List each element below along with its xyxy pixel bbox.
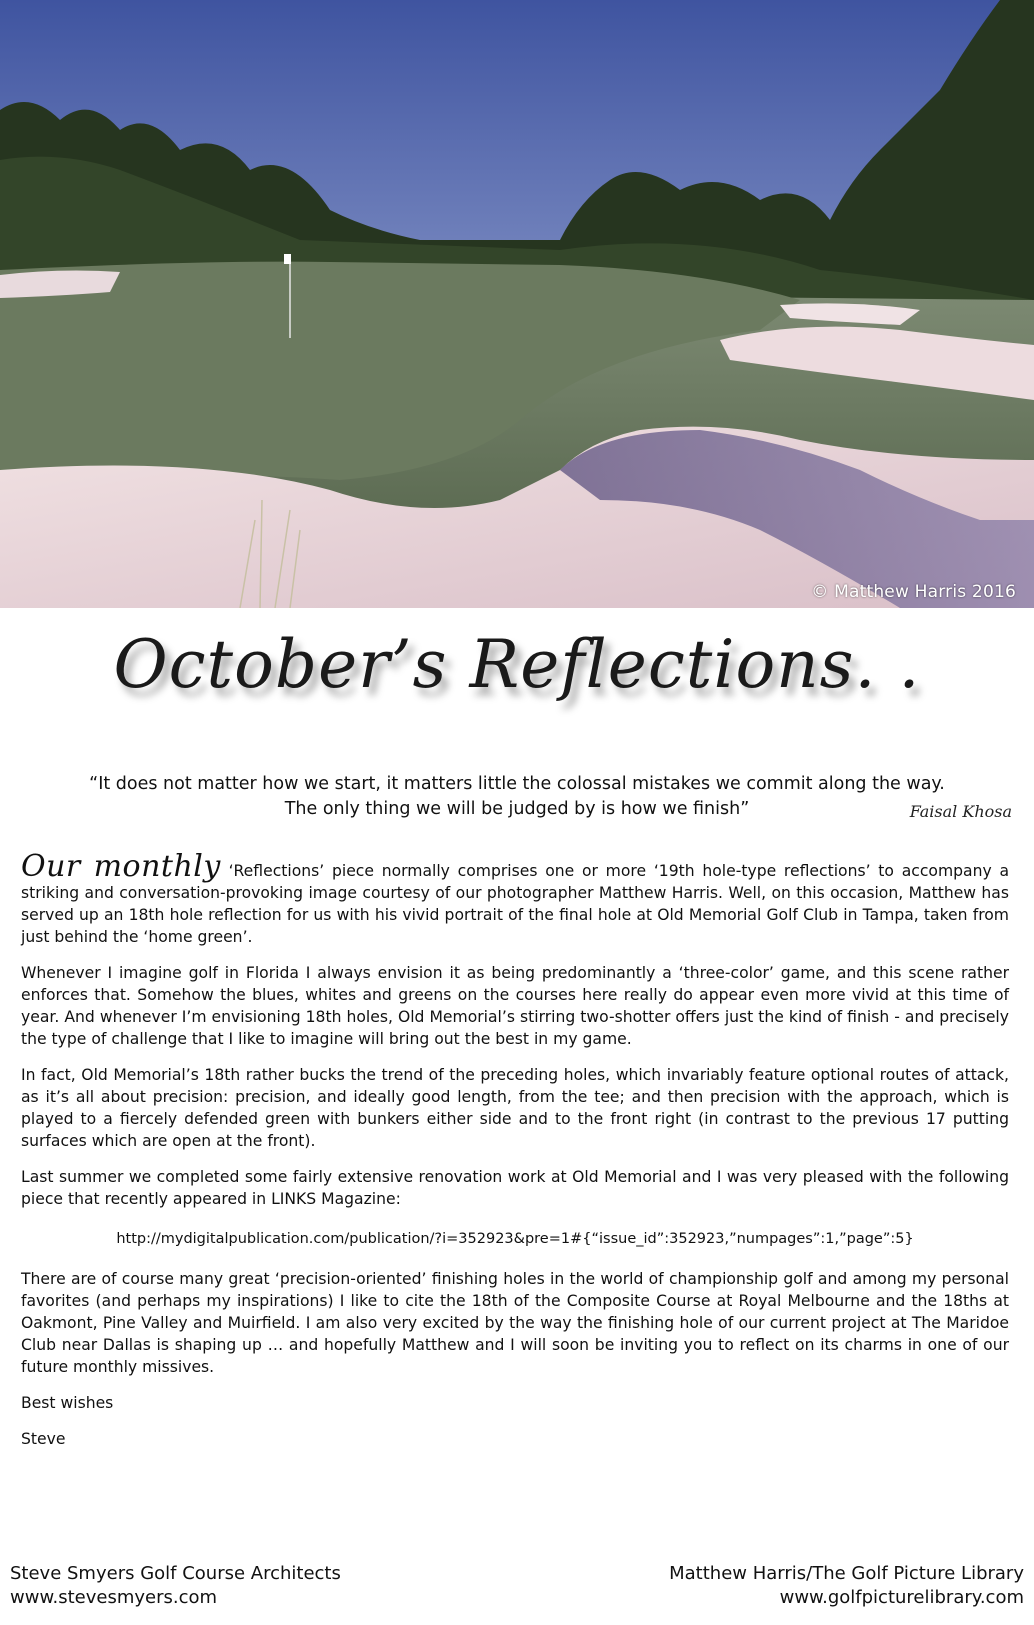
article-link[interactable]: http://mydigitalpublication.com/publication/?i=352923&pre=1#{“issue_id”:352923,”numpages”:1,”page”:5} [116, 1231, 914, 1247]
footer-left [10, 1562, 341, 1610]
epigraph-quote [20, 772, 1014, 822]
paragraph-4: Last summer we completed some fairly extensive renovation work at Old Memorial and I was very pleased with the following piece that recently appeared in LINKS Magazine: [21, 1168, 1009, 1208]
quote-author: Faisal Khosa [909, 802, 1012, 821]
paragraph-3: In fact, Old Memorial’s 18th rather bucks the trend of the preceding holes, which invariably feature optional routes of attack, as it’s all about precision: precision, and ideally good length, from the tee; and then precision with the approach, which is played to a fiercely defended green with bunkers either side and to the front right (in contrast to the previous 17 putting surfaces which are open at the front). [21, 1066, 1009, 1150]
golf-course-photo [0, 0, 1034, 608]
footer-left-url[interactable]: www.stevesmyers.com [10, 1587, 218, 1608]
quote-line-1: “It does not matter how we start, it matters little the colossal mistakes we commit along the way. [89, 774, 945, 794]
footer-right-name: Matthew Harris/The Golf Picture Library [669, 1563, 1024, 1584]
article-body [21, 849, 1010, 1464]
quote-line-2: The only thing we will be judged by is how we finish” [284, 799, 750, 819]
photo-credit: © Matthew Harris 2016 [811, 582, 1016, 602]
golf-course-illustration [0, 0, 1034, 608]
paragraph-2: Whenever I imagine golf in Florida I always envision it as being predominantly a ‘three-color’ game, and this scene rather enforces that. Somehow the blues, whites and greens on the courses here really do appear even more vivid at this time of year. And whenever I’m envisioning 18th holes, Old Memorial’s stirring two-shotter offers just the kind of finish - and precisely the type of challenge that I like to imagine will bring out the best in my game. [21, 964, 1009, 1048]
sign-off: Best wishes [21, 1394, 114, 1412]
paragraph-1-text: ‘Reflections’ piece normally comprises one or more ‘19th hole-type reflections’ to accompany a striking and conversation-provoking image courtesy of our photographer Matthew Harris. Well, on this occasion, Matthew has served up an 18th hole reflection for us with his vivid portrait of the final hole at Old Memorial Golf Club in Tampa, taken from just behind the ‘home green’. [21, 862, 1010, 946]
paragraph-5: There are of course many great ‘precision-oriented’ finishing holes in the world of championship golf and among my personal favorites (and perhaps my inspirations) I like to cite the 18th of the Composite Course at Royal Melbourne and the 18ths at Oakmont, Pine Valley and Muirfield. I am also very excited by the way the finishing hole of our current project at The Maridoe Club near Dallas is shaping up … and hopefully Matthew and I will soon be inviting you to reflect on its charms in one of our future monthly missives. [21, 1270, 1009, 1376]
footer-right [669, 1562, 1024, 1610]
signature: Steve [21, 1430, 66, 1448]
page-title: October’s Reflections. . [113, 626, 921, 703]
footer-left-name: Steve Smyers Golf Course Architects [10, 1563, 341, 1584]
footer-right-url[interactable]: www.golfpicturelibrary.com [779, 1587, 1024, 1608]
lead-in-text: Our monthly [21, 849, 221, 884]
paragraph-1 [21, 849, 1010, 948]
